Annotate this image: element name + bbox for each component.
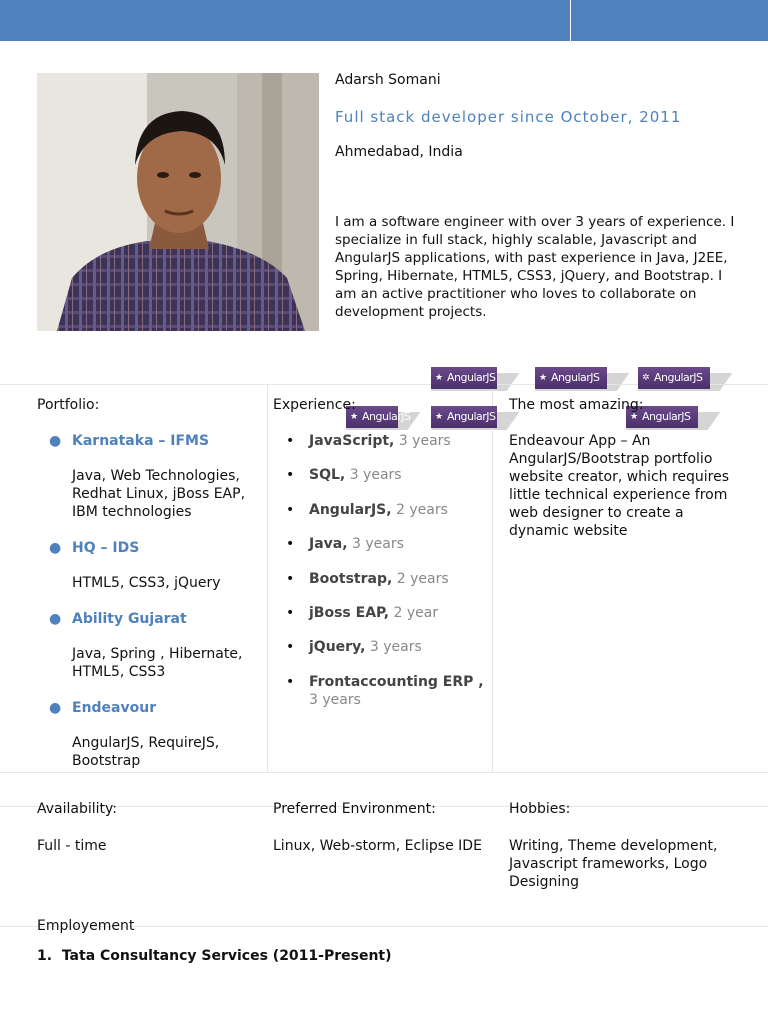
portfolio-item bbox=[37, 432, 262, 521]
bullet-icon: • bbox=[286, 673, 295, 690]
environment-value: Linux, Web-storm, Eclipse IDE bbox=[273, 838, 482, 854]
bullet-icon: • bbox=[286, 501, 295, 518]
experience-skill: Java, bbox=[309, 536, 348, 553]
bullet-icon: ● bbox=[49, 700, 62, 716]
experience-list bbox=[273, 432, 488, 725]
portfolio-item bbox=[37, 610, 262, 681]
hobbies-value: Writing, Theme development, Javascript frameworks, Logo Designing bbox=[509, 838, 718, 890]
profile-name: Adarsh Somani bbox=[335, 72, 441, 88]
experience-years: 3 years bbox=[398, 433, 451, 449]
angularjs-badge: ★ AngularJS bbox=[346, 406, 398, 432]
experience-item bbox=[273, 466, 488, 484]
bullet-icon: • bbox=[286, 433, 295, 449]
header-divider bbox=[570, 0, 571, 41]
experience-years: 2 year bbox=[393, 604, 439, 621]
availability-heading: Availability: bbox=[37, 801, 118, 817]
employment-item-text: Tata Consultancy Services (2011-Present) bbox=[61, 948, 392, 964]
bullet-icon: ● bbox=[49, 540, 62, 556]
experience-skill: Bootstrap, bbox=[309, 570, 393, 587]
portfolio-item-desc: Java, Web Technologies, Redhat Linux, jBoss EAP, IBM technologies bbox=[72, 468, 246, 520]
experience-skill: jQuery, bbox=[309, 639, 366, 656]
experience-years: 3 years bbox=[309, 691, 361, 708]
portfolio-list bbox=[37, 432, 262, 788]
portfolio-item-title: Karnataka – IFMS bbox=[72, 433, 210, 449]
column-divider-2 bbox=[492, 384, 493, 772]
experience-item bbox=[273, 604, 488, 622]
profile-bio: I am a software engineer with over 3 years of experience. I specialize in full stack, highly scalable, Javascript and AngularJS applications, with past experience in Java, J2EE, Spring, Hibernate, HTML5, CSS3, jQuery, and Bootstrap. I am an active practitioner who loves to collaborate on development projects. bbox=[335, 214, 735, 320]
employment-item-number: 1. bbox=[37, 948, 53, 964]
experience-heading: Experience: bbox=[273, 397, 356, 413]
bullet-icon: • bbox=[286, 570, 295, 587]
amazing-heading: The most amazing: bbox=[509, 397, 644, 413]
star-icon: ✲ bbox=[642, 373, 650, 383]
employment-item bbox=[37, 948, 392, 964]
experience-item bbox=[273, 673, 488, 709]
header-bar bbox=[0, 0, 768, 41]
column-divider-1 bbox=[267, 384, 268, 772]
star-icon: ★ bbox=[435, 373, 443, 383]
portfolio-item-title: Endeavour bbox=[72, 700, 157, 716]
experience-skill: AngularJS, bbox=[309, 501, 392, 518]
experience-item bbox=[273, 501, 488, 519]
star-icon: ★ bbox=[350, 412, 358, 422]
bullet-icon: ● bbox=[49, 611, 62, 627]
experience-years: 3 years bbox=[352, 536, 404, 553]
bullet-icon: • bbox=[286, 536, 295, 553]
experience-skill: jBoss EAP, bbox=[309, 604, 390, 621]
bullet-icon: • bbox=[286, 639, 295, 656]
experience-item bbox=[273, 570, 488, 588]
amazing-text: Endeavour App – An AngularJS/Bootstrap portfolio website creator, which requires little technical experience from web designer to create a dynamic website bbox=[509, 433, 730, 539]
bullet-icon: ● bbox=[49, 433, 62, 449]
portfolio-item-desc: AngularJS, RequireJS, Bootstrap bbox=[72, 735, 220, 769]
profile-location: Ahmedabad, India bbox=[335, 144, 463, 160]
experience-years: 3 years bbox=[369, 639, 422, 656]
angularjs-badge: ✲ AngularJS bbox=[638, 367, 710, 393]
hobbies-heading: Hobbies: bbox=[509, 801, 571, 817]
portfolio-item-desc: Java, Spring , Hibernate, HTML5, CSS3 bbox=[72, 646, 243, 680]
portfolio-item-desc: HTML5, CSS3, jQuery bbox=[72, 575, 221, 591]
experience-skill: Frontaccounting ERP , bbox=[309, 673, 484, 690]
profile-photo bbox=[37, 73, 319, 331]
experience-item bbox=[273, 535, 488, 553]
star-icon: ★ bbox=[539, 373, 547, 383]
experience-skill: SQL, bbox=[309, 467, 346, 484]
bullet-icon: • bbox=[286, 604, 295, 621]
portfolio-item bbox=[37, 539, 262, 592]
angularjs-badge: ★ AngularJS bbox=[535, 367, 607, 393]
environment-heading: Preferred Environment: bbox=[273, 801, 436, 817]
availability-value: Full - time bbox=[37, 838, 107, 854]
star-icon: ★ bbox=[630, 412, 638, 422]
employment-heading: Employement bbox=[37, 918, 135, 934]
angularjs-badge: ★ AngularJS bbox=[626, 406, 698, 432]
portfolio-heading: Portfolio: bbox=[37, 397, 100, 413]
experience-years: 2 years bbox=[396, 501, 448, 518]
angularjs-badge: ★ AngularJS bbox=[431, 367, 497, 393]
profile-tagline: Full stack developer since October, 2011 bbox=[335, 108, 682, 126]
star-icon: ★ bbox=[435, 412, 443, 422]
bullet-icon: • bbox=[286, 467, 295, 484]
experience-years: 2 years bbox=[396, 570, 449, 587]
experience-years: 3 years bbox=[349, 467, 402, 484]
experience-item bbox=[273, 638, 488, 656]
portfolio-item bbox=[37, 699, 262, 770]
angularjs-badge: ★ AngularJS bbox=[431, 406, 497, 432]
experience-skill: JavaScript, bbox=[309, 433, 395, 449]
portfolio-item-title: Ability Gujarat bbox=[72, 611, 187, 627]
portfolio-item-title: HQ – IDS bbox=[72, 540, 140, 556]
experience-item bbox=[273, 432, 488, 450]
